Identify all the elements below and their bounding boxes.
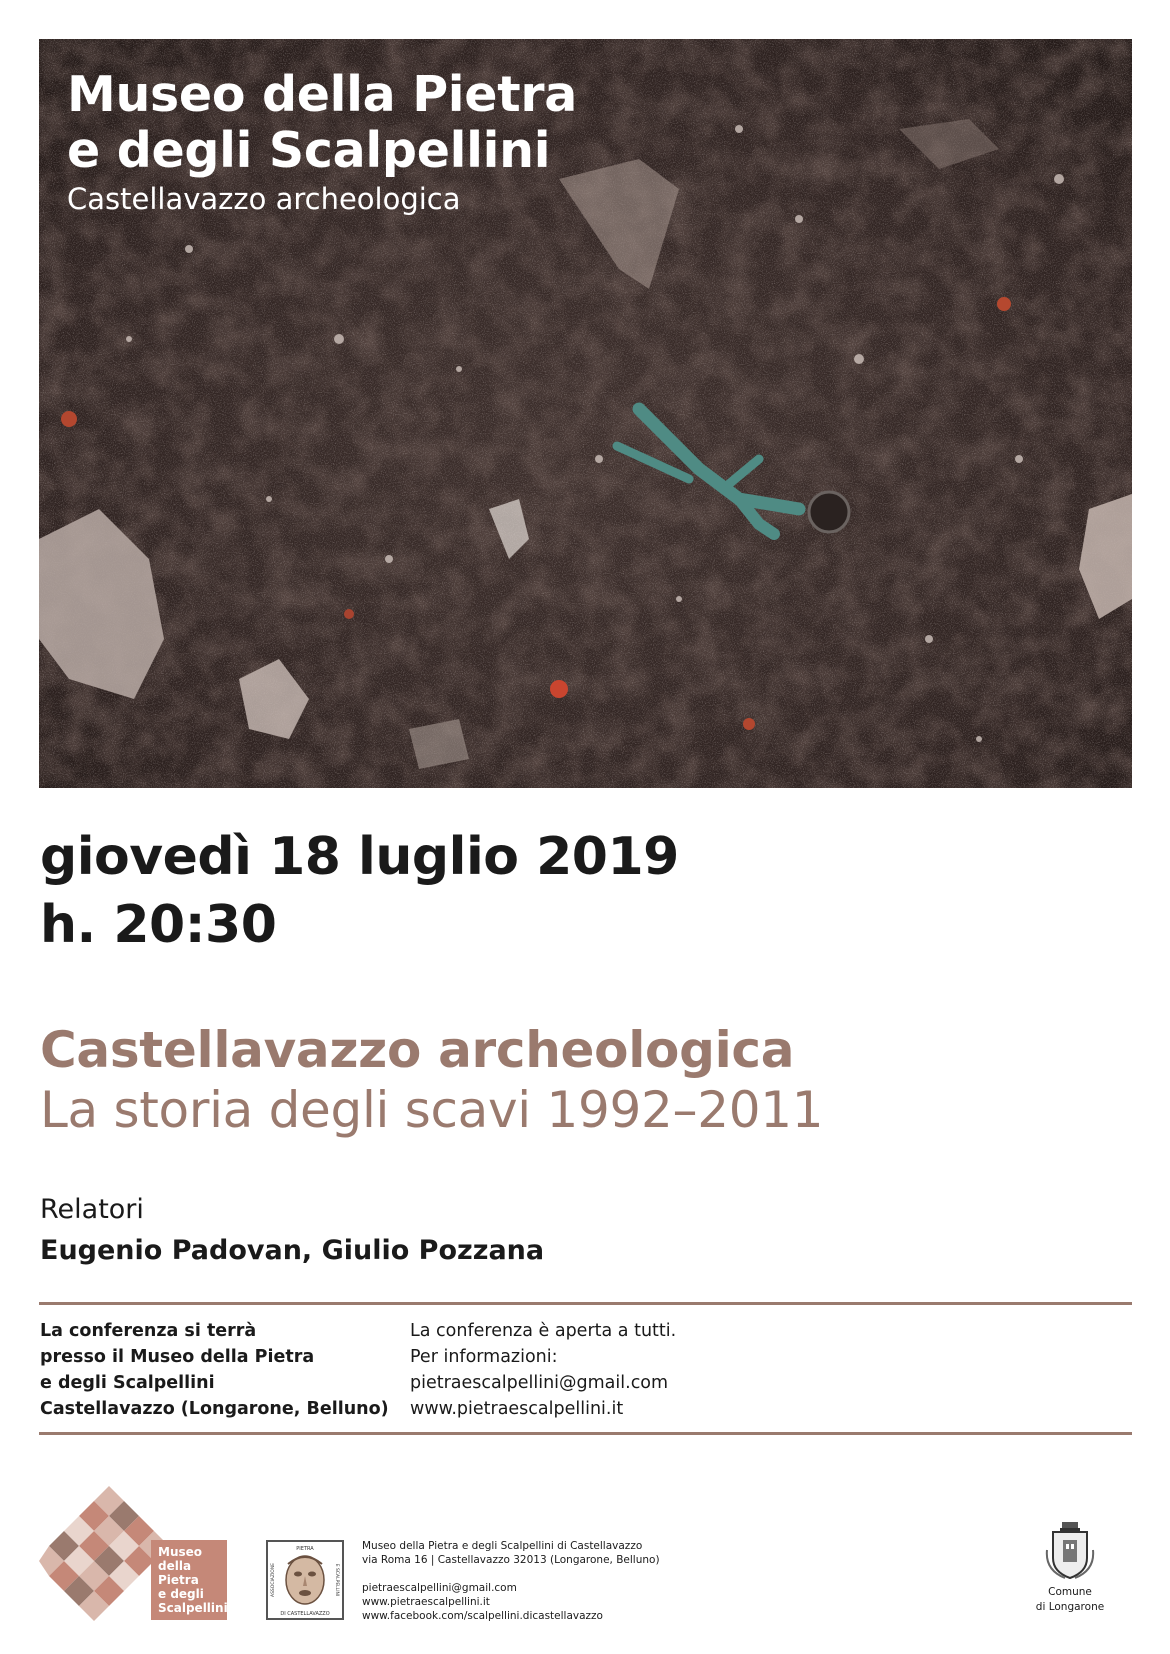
museo-logo-text: [151, 1540, 227, 1620]
footer-website[interactable]: www.pietraescalpellini.it: [362, 1596, 490, 1608]
hero-photo: [39, 39, 1132, 788]
footer-email[interactable]: pietraescalpellini@gmail.com: [362, 1582, 517, 1594]
comune-caption-1: Comune: [1048, 1586, 1092, 1598]
logo-text-line: Scalpellini: [158, 1601, 228, 1615]
event-subtitle: La storia degli scavi 1992–2011: [40, 1081, 824, 1139]
logo-text-line: Pietra: [158, 1573, 199, 1587]
venue-line: Castellavazzo (Longarone, Belluno): [40, 1399, 389, 1419]
museum-title-line2: e degli Scalpellini: [67, 122, 551, 179]
association-logo: [266, 1540, 344, 1620]
speakers-names: Eugenio Padovan, Giulio Pozzana: [40, 1235, 545, 1266]
divider-top: [39, 1302, 1132, 1305]
contact-website[interactable]: www.pietraescalpellini.it: [410, 1399, 624, 1419]
contact-info: [410, 1318, 676, 1422]
event-date: giovedì 18 luglio 2019: [40, 827, 679, 887]
event-time: h. 20:30: [40, 895, 277, 955]
assoc-right-text: E SCALPELLINI: [334, 1563, 339, 1597]
divider-bottom: [39, 1432, 1132, 1435]
speakers-block: [40, 1190, 544, 1272]
logo-text-line: della: [158, 1559, 192, 1573]
event-title: Castellavazzo archeologica: [40, 1021, 795, 1079]
event-date-block: [40, 823, 679, 959]
mask-icon: [268, 1542, 342, 1618]
hero-title-block: [67, 67, 577, 217]
venue-info: [40, 1318, 389, 1422]
comune-caption-2: di Longarone: [1035, 1601, 1105, 1613]
logo-text-line: Museo: [158, 1545, 203, 1559]
footer-facebook[interactable]: www.facebook.com/scalpellini.dicastellavazzo: [362, 1610, 603, 1622]
contact-email[interactable]: pietraescalpellini@gmail.com: [410, 1373, 669, 1393]
assoc-left-text: ASSOCIAZIONE: [271, 1562, 276, 1598]
venue-line: e degli Scalpellini: [40, 1373, 215, 1393]
venue-line: presso il Museo della Pietra: [40, 1347, 315, 1367]
assoc-top-text: PIETRA: [296, 1546, 314, 1552]
address-line: via Roma 16 | Castellavazzo 32013 (Longarone, Belluno): [362, 1554, 660, 1566]
venue-line: La conferenza si terrà: [40, 1321, 257, 1341]
contact-line: La conferenza è aperta a tutti.: [410, 1321, 677, 1341]
museum-title-line1: Museo della Pietra: [67, 66, 577, 123]
address-line: Museo della Pietra e degli Scalpellini di Castellavazzo: [362, 1540, 643, 1552]
speakers-label: Relatori: [40, 1194, 144, 1225]
museum-subtitle: Castellavazzo archeologica: [67, 182, 461, 216]
event-title-block: [40, 1020, 823, 1140]
assoc-bottom-text: DI CASTELLAVAZZO: [280, 1611, 330, 1617]
footer-address: [362, 1539, 660, 1623]
coat-of-arms-icon: [1045, 1520, 1095, 1580]
comune-logo: [1030, 1520, 1110, 1614]
logo-text-line: e degli: [158, 1587, 204, 1601]
contact-line: Per informazioni:: [410, 1347, 558, 1367]
